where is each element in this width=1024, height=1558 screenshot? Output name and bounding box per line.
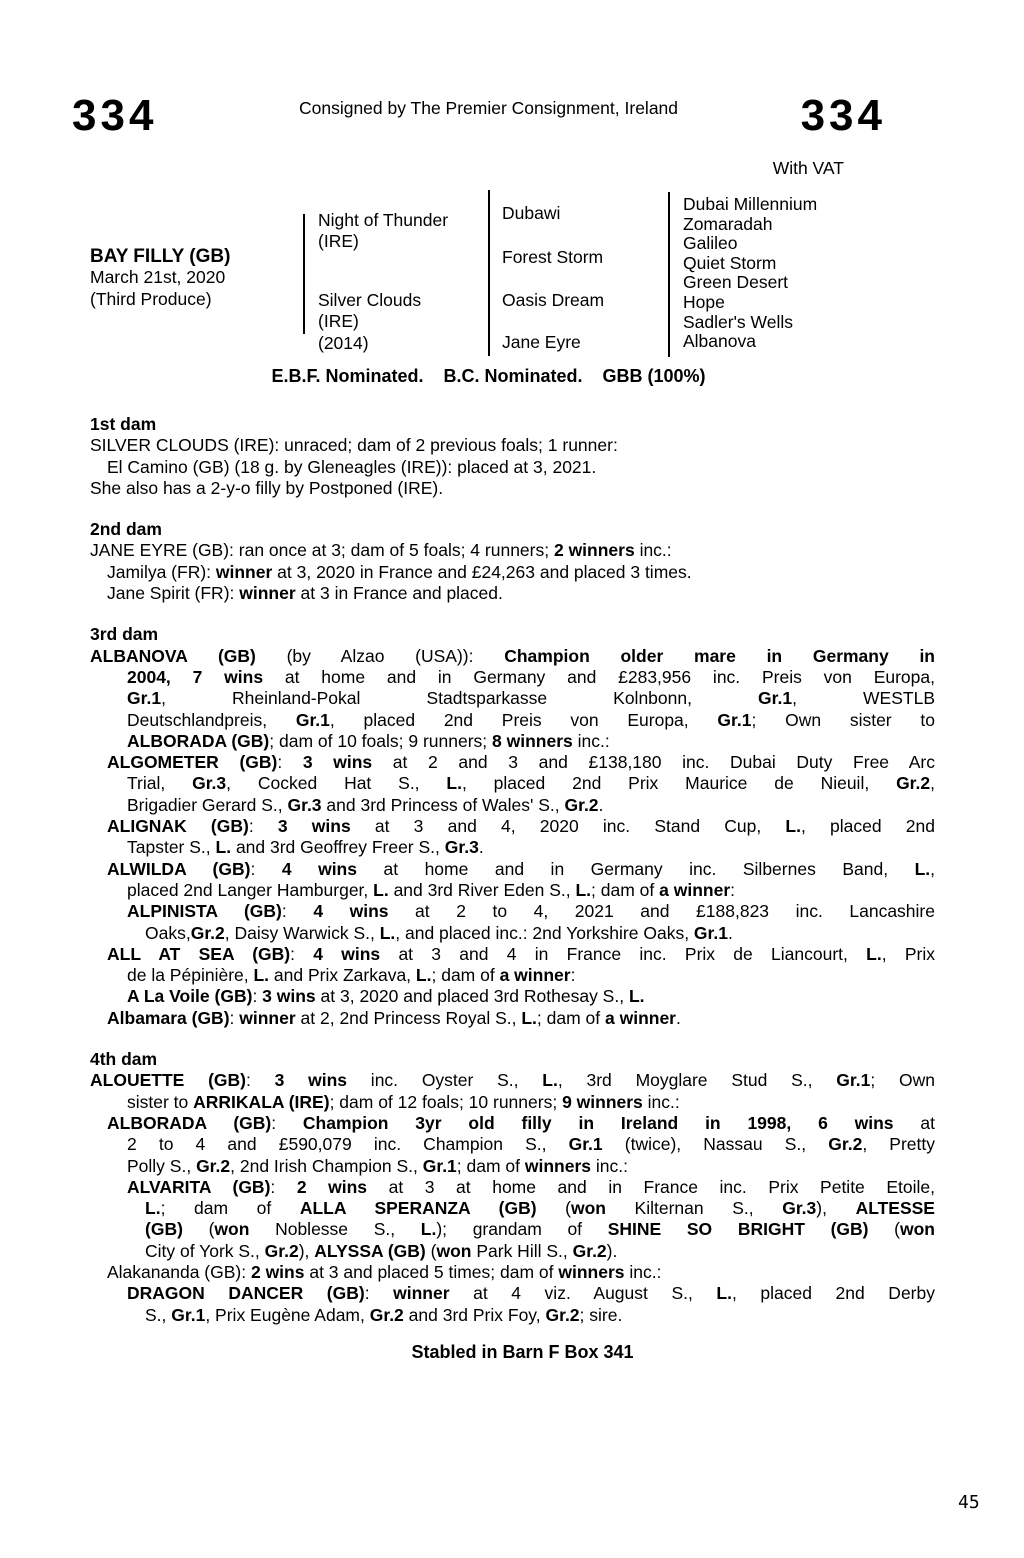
text-line: El Camino (GB) (18 g. by Gleneagles (IRE)): placed at 3, 2021. (107, 456, 597, 477)
text-line: ALGOMETER (GB): 3 wins at 2 and 3 and £138,180 inc. Dubai Duty Free Arc (107, 752, 935, 773)
vat-note: With VAT (772, 158, 844, 178)
text-line: ALPINISTA (GB): 4 wins at 2 to 4, 2021 and £188,823 inc. Lancashire (127, 901, 935, 922)
text-line: ALIGNAK (GB): 3 wins at 3 and 4, 2020 inc. Stand Cup, L., placed 2nd (107, 816, 935, 837)
ancestor: Quiet Storm (683, 252, 777, 273)
paragraph (90, 901, 935, 944)
page-number: 45 (958, 1492, 980, 1513)
paragraph (90, 457, 935, 478)
text-line: A La Voile (GB): 3 wins at 3, 2020 and placed 3rd Rothesay S., L. (127, 986, 645, 1007)
consignor-line: Consigned by The Premier Consignment, Ireland (298, 98, 679, 118)
text-line: Alakananda (GB): 2 wins at 3 and placed 5 times; dam of winners inc.: (107, 1261, 662, 1282)
dam-section-3rd (90, 624, 935, 1029)
horse-produce-note: (Third Produce) (90, 288, 212, 309)
text-line: S., Gr.1, Prix Eugène Adam, Gr.2 and 3rd Prix Foy, Gr.2; sire. (145, 1304, 623, 1325)
third-generation-list (683, 195, 935, 352)
dam-heading-4th: 4th dam (90, 1049, 158, 1070)
pedigree-divider-1 (303, 214, 305, 334)
text-line: ALWILDA (GB): 4 wins at home and in Germany inc. Silbernes Band, L., (107, 858, 935, 879)
text-line: Jamilya (FR): winner at 3, 2020 in France and £24,263 and placed 3 times. (107, 561, 692, 582)
gbb-nomination: GBB (100%) (602, 366, 706, 386)
paragraph (90, 583, 935, 604)
paragraph (90, 1262, 935, 1283)
pedigree-divider-3 (668, 192, 670, 357)
text-line: ALL AT SEA (GB): 4 wins at 3 and 4 in France inc. Prix de Liancourt, L., Prix (107, 943, 935, 964)
dam-heading-3rd: 3rd dam (90, 624, 159, 645)
text-line: Gr.1, Rheinland-Pokal Stadtsparkasse Kolnbonn, Gr.1, WESTLB (127, 688, 935, 709)
lot-number-left: 334 (72, 91, 158, 140)
text-line: de la Pépinière, L. and Prix Zarkava, L.; dam of a winner: (127, 965, 576, 986)
ancestor: Green Desert (683, 272, 789, 293)
horse-block (90, 246, 300, 310)
dam-paragraphs-1st (90, 435, 935, 499)
text-line: JANE EYRE (GB): ran once at 3; dam of 5 foals; 4 runners; 2 winners inc.: (90, 540, 672, 561)
ebf-nomination: E.B.F. Nominated. (271, 366, 424, 386)
ancestor: Galileo (683, 233, 738, 254)
text-line: ALBANOVA (GB) (by Alzao (USA)): Champion older mare in Germany in (90, 645, 935, 666)
paragraph (90, 435, 935, 456)
nominations-line (66, 366, 911, 387)
dam-section-1st (90, 414, 935, 499)
sire-name (318, 210, 486, 253)
dam-line-1: Silver Clouds (318, 290, 422, 310)
grandsire-2: Oasis Dream (502, 290, 605, 310)
text-line: ALBORADA (GB); dam of 10 foals; 9 runners; 8 winners inc.: (127, 730, 610, 751)
paragraph (90, 944, 935, 987)
text-line: DRAGON DANCER (GB): winner at 4 viz. August S., L., placed 2nd Derby (127, 1283, 935, 1304)
text-line: L.; dam of ALLA SPERANZA (GB) (won Kilternan S., Gr.3), ALTESSE (145, 1198, 935, 1219)
paragraph (90, 646, 935, 752)
paragraph (90, 986, 935, 1007)
text-line: (GB) (won Noblesse S., L.); grandam of SHINE SO BRIGHT (GB) (won (145, 1219, 935, 1240)
dam-paragraphs-2nd (90, 540, 935, 604)
catalogue-text (90, 414, 935, 1363)
paragraph (90, 478, 935, 499)
text-line: SILVER CLOUDS (IRE): unraced; dam of 2 previous foals; 1 runner: (90, 435, 618, 456)
paragraph (90, 859, 935, 902)
pedigree-divider-2 (488, 190, 490, 356)
dam-paragraphs-3rd (90, 646, 935, 1029)
dam-line-3: (2014) (318, 332, 369, 353)
dam-section-4th (90, 1049, 935, 1326)
granddam-1: Forest Storm (502, 247, 604, 267)
dam-line-2: (IRE) (318, 311, 359, 332)
paragraph (90, 752, 935, 816)
paragraph (90, 1283, 935, 1326)
ancestor: Albanova (683, 331, 756, 352)
ancestor: Dubai Millennium (683, 194, 818, 214)
text-line: 2 to 4 and £590,079 inc. Champion S., Gr.1 (twice), Nassau S., Gr.2, Pretty (127, 1134, 935, 1155)
text-line: ALVARITA (GB): 2 wins at 3 at home and in France inc. Prix Petite Etoile, (127, 1176, 935, 1197)
sire-line-2: (IRE) (318, 231, 359, 252)
text-line: ALOUETTE (GB): 3 wins inc. Oyster S., L., 3rd Moyglare Stud S., Gr.1; Own (90, 1070, 935, 1091)
dam-heading-1st: 1st dam (90, 414, 157, 434)
pedigree-table (90, 186, 935, 366)
paragraph (90, 1177, 935, 1262)
text-line: Tapster S., L. and 3rd Geoffrey Freer S., Gr.3. (127, 837, 484, 858)
text-line: ALBORADA (GB): Champion 3yr old filly in Ireland in 1998, 6 wins at (107, 1112, 935, 1133)
dam-section-2nd (90, 519, 935, 604)
sire-line-1: Night of Thunder (318, 210, 449, 230)
lot-number-right: 334 (800, 91, 886, 140)
stabled-note: Stabled in Barn F Box 341 (411, 1341, 634, 1362)
granddam-2: Jane Eyre (502, 332, 581, 352)
paragraph (90, 1008, 935, 1029)
ancestor: Zomaradah (683, 213, 773, 234)
horse-foaling-date: March 21st, 2020 (90, 267, 226, 288)
paragraph (90, 1113, 935, 1177)
text-line: Trial, Gr.3, Cocked Hat S., L., placed 2nd Prix Maurice de Nieuil, Gr.2, (127, 773, 935, 794)
ancestor: Sadler's Wells (683, 311, 793, 332)
paragraph (90, 540, 935, 561)
text-line: Polly S., Gr.2, 2nd Irish Champion S., Gr.1; dam of winners inc.: (127, 1155, 628, 1176)
text-line: placed 2nd Langer Hamburger, L. and 3rd River Eden S., L.; dam of a winner: (127, 879, 736, 900)
text-line: Oaks,Gr.2, Daisy Warwick S., L., and placed inc.: 2nd Yorkshire Oaks, Gr.1. (145, 922, 733, 943)
paragraph (90, 816, 935, 859)
text-line: sister to ARRIKALA (IRE); dam of 12 foals; 10 runners; 9 winners inc.: (127, 1091, 680, 1112)
paragraph (90, 1070, 935, 1113)
text-line: Jane Spirit (FR): winner at 3 in France and placed. (107, 583, 503, 604)
text-line: Albamara (GB): winner at 2, 2nd Princess Royal S., L.; dam of a winner. (107, 1007, 681, 1028)
horse-name: BAY FILLY (GB) (90, 246, 231, 267)
bc-nomination: B.C. Nominated. (443, 366, 583, 386)
text-line: Deutschlandpreis, Gr.1, placed 2nd Preis von Europa, Gr.1; Own sister to (127, 709, 935, 730)
ancestor: Hope (683, 291, 725, 312)
dam-heading-2nd: 2nd dam (90, 519, 162, 540)
dam-paragraphs-4th (90, 1070, 935, 1326)
text-line: City of York S., Gr.2), ALYSSA (GB) (won Park Hill S., Gr.2). (145, 1240, 618, 1261)
paragraph (90, 562, 935, 583)
text-line: Brigadier Gerard S., Gr.3 and 3rd Princess of Wales' S., Gr.2. (127, 794, 604, 815)
text-line: She also has a 2-y-o filly by Postponed (IRE). (90, 477, 444, 498)
text-line: 2004, 7 wins at home and in Germany and £283,956 inc. Preis von Europa, (127, 666, 935, 687)
dam-name (318, 290, 486, 354)
grandsire-1: Dubawi (502, 203, 561, 223)
